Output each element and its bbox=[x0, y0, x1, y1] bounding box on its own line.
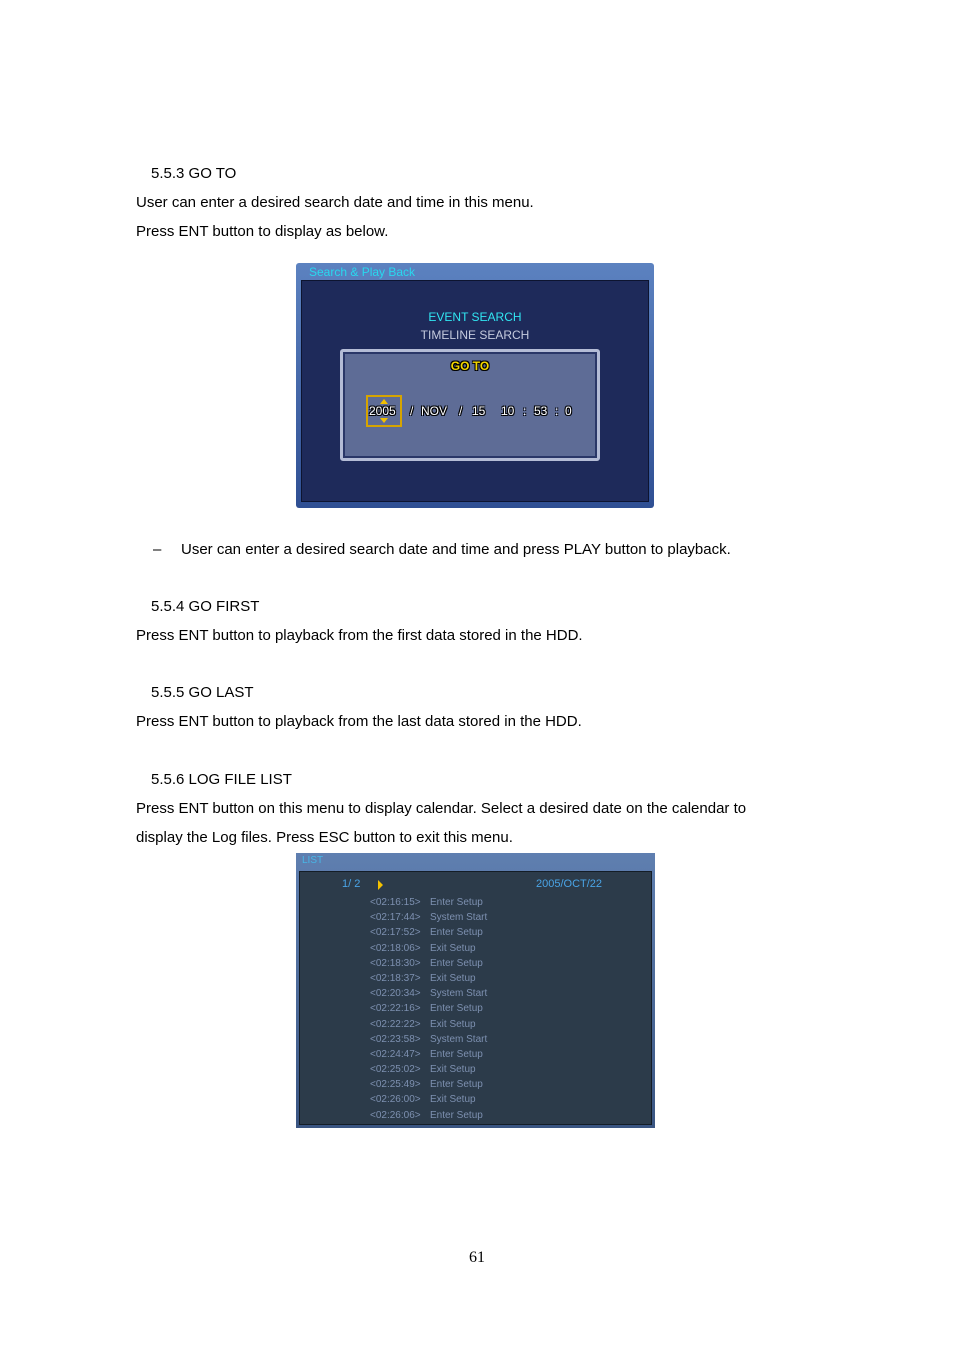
log-entry[interactable] bbox=[370, 1001, 487, 1016]
log-entry-time: <02:26:06> bbox=[370, 1109, 421, 1121]
log-entry-time: <02:25:02> bbox=[370, 1064, 421, 1076]
date-separator: / bbox=[410, 404, 414, 418]
log-entry[interactable] bbox=[370, 971, 487, 986]
log-entry-time: <02:17:52> bbox=[370, 927, 421, 939]
menu-item-event-search[interactable]: EVENT SEARCH bbox=[428, 310, 522, 324]
goto-window-title: Search & Play Back bbox=[309, 265, 416, 279]
log-entries bbox=[370, 895, 487, 1123]
log-entry[interactable] bbox=[370, 1108, 487, 1123]
goto-menu-panel bbox=[301, 280, 649, 502]
log-entry-event: Enter Setup bbox=[430, 1109, 483, 1121]
log-entry[interactable] bbox=[370, 1092, 487, 1107]
log-entry-time: <02:22:22> bbox=[370, 1018, 421, 1030]
log-entry[interactable] bbox=[370, 956, 487, 971]
log-list-screenshot bbox=[296, 853, 655, 1128]
time-separator: : bbox=[555, 404, 559, 418]
log-entry[interactable] bbox=[370, 1017, 487, 1032]
log-entry[interactable] bbox=[370, 1032, 487, 1047]
second-field[interactable]: 0 bbox=[565, 404, 572, 418]
goto-dialog bbox=[340, 349, 600, 461]
log-entry-time: <02:23:58> bbox=[370, 1033, 421, 1045]
year-value: 2005 bbox=[369, 404, 396, 418]
log-entry-time: <02:25:49> bbox=[370, 1079, 421, 1091]
log-entry[interactable] bbox=[370, 986, 487, 1001]
log-entry-event: Exit Setup bbox=[430, 1094, 476, 1106]
log-entry-time: <02:16:15> bbox=[370, 897, 421, 908]
section-gofirst-heading: 5.5.4 GO FIRST bbox=[151, 598, 260, 615]
month-field[interactable]: NOV bbox=[421, 404, 448, 418]
log-entry-time: <02:24:47> bbox=[370, 1048, 421, 1060]
menu-item-timeline-search[interactable]: TIMELINE SEARCH bbox=[420, 328, 530, 342]
bullet-dash: – bbox=[153, 541, 162, 558]
section-log-line2: display the Log files. Press ESC button to exit this menu. bbox=[136, 829, 513, 846]
log-date: 2005/OCT/22 bbox=[536, 878, 603, 890]
section-goto-line2: Press ENT button to display as below. bbox=[136, 223, 389, 240]
goto-dialog-title: GO TO bbox=[450, 359, 490, 373]
log-entry-time: <02:20:34> bbox=[370, 988, 421, 1000]
section-golast-heading: 5.5.5 GO LAST bbox=[151, 684, 254, 701]
log-entry-time: <02:22:16> bbox=[370, 1003, 421, 1015]
log-entry-event: System Start bbox=[430, 912, 488, 924]
log-entry-event: Exit Setup bbox=[430, 972, 476, 984]
bullet-text: User can enter a desired search date and time and press PLAY button to playback. bbox=[181, 541, 731, 558]
log-entry[interactable] bbox=[370, 1062, 487, 1077]
log-entry-time: <02:26:00> bbox=[370, 1094, 421, 1106]
section-goto-heading: 5.5.3 GO TO bbox=[151, 165, 237, 182]
section-goto-line1: User can enter a desired search date and time in this menu. bbox=[136, 194, 534, 211]
log-entry-event: Enter Setup bbox=[430, 1048, 483, 1060]
section-log-heading: 5.5.6 LOG FILE LIST bbox=[151, 771, 292, 788]
log-window-title: LIST bbox=[302, 855, 324, 866]
log-entry-event: Exit Setup bbox=[430, 1064, 476, 1076]
log-entry-event: Enter Setup bbox=[430, 927, 483, 939]
page-number: 61 bbox=[469, 1249, 485, 1266]
log-entry[interactable] bbox=[370, 1047, 487, 1062]
log-entry-time: <02:18:06> bbox=[370, 942, 421, 954]
log-entry-event: System Start bbox=[430, 988, 488, 1000]
log-entry[interactable] bbox=[370, 925, 487, 940]
section-golast-text: Press ENT button to playback from the last data stored in the HDD. bbox=[136, 713, 582, 730]
log-entry-event: Enter Setup bbox=[430, 1079, 483, 1091]
log-entry[interactable] bbox=[370, 895, 487, 910]
log-entry-time: <02:17:44> bbox=[370, 912, 421, 924]
minute-field[interactable]: 53 bbox=[534, 404, 548, 418]
log-entry[interactable] bbox=[370, 941, 487, 956]
time-separator: : bbox=[523, 404, 527, 418]
log-entry-time: <02:18:30> bbox=[370, 957, 421, 969]
arrow-down-icon[interactable] bbox=[380, 418, 388, 423]
log-entry-event: System Start bbox=[430, 1033, 488, 1045]
goto-screenshot bbox=[296, 263, 654, 508]
section-log-line1: Press ENT button on this menu to display calendar. Select a desired date on the calendar to bbox=[136, 800, 747, 817]
page-indicator: 1/ 2 bbox=[342, 878, 361, 890]
log-entry[interactable] bbox=[370, 1077, 487, 1092]
log-entry-time: <02:18:37> bbox=[370, 972, 421, 984]
log-entry-event: Exit Setup bbox=[430, 942, 476, 954]
log-entry-event: Enter Setup bbox=[430, 1003, 483, 1015]
next-page-arrow-icon[interactable] bbox=[378, 880, 383, 890]
section-gofirst-text: Press ENT button to playback from the first data stored in the HDD. bbox=[136, 627, 583, 644]
hour-field[interactable]: 10 bbox=[501, 404, 515, 418]
log-entry-event: Enter Setup bbox=[430, 897, 483, 908]
log-entry-event: Enter Setup bbox=[430, 957, 483, 969]
log-entry[interactable] bbox=[370, 910, 487, 925]
log-list-panel bbox=[299, 871, 652, 1125]
log-entry-event: Exit Setup bbox=[430, 1018, 476, 1030]
date-separator: / bbox=[459, 404, 463, 418]
day-field[interactable]: 15 bbox=[472, 404, 486, 418]
